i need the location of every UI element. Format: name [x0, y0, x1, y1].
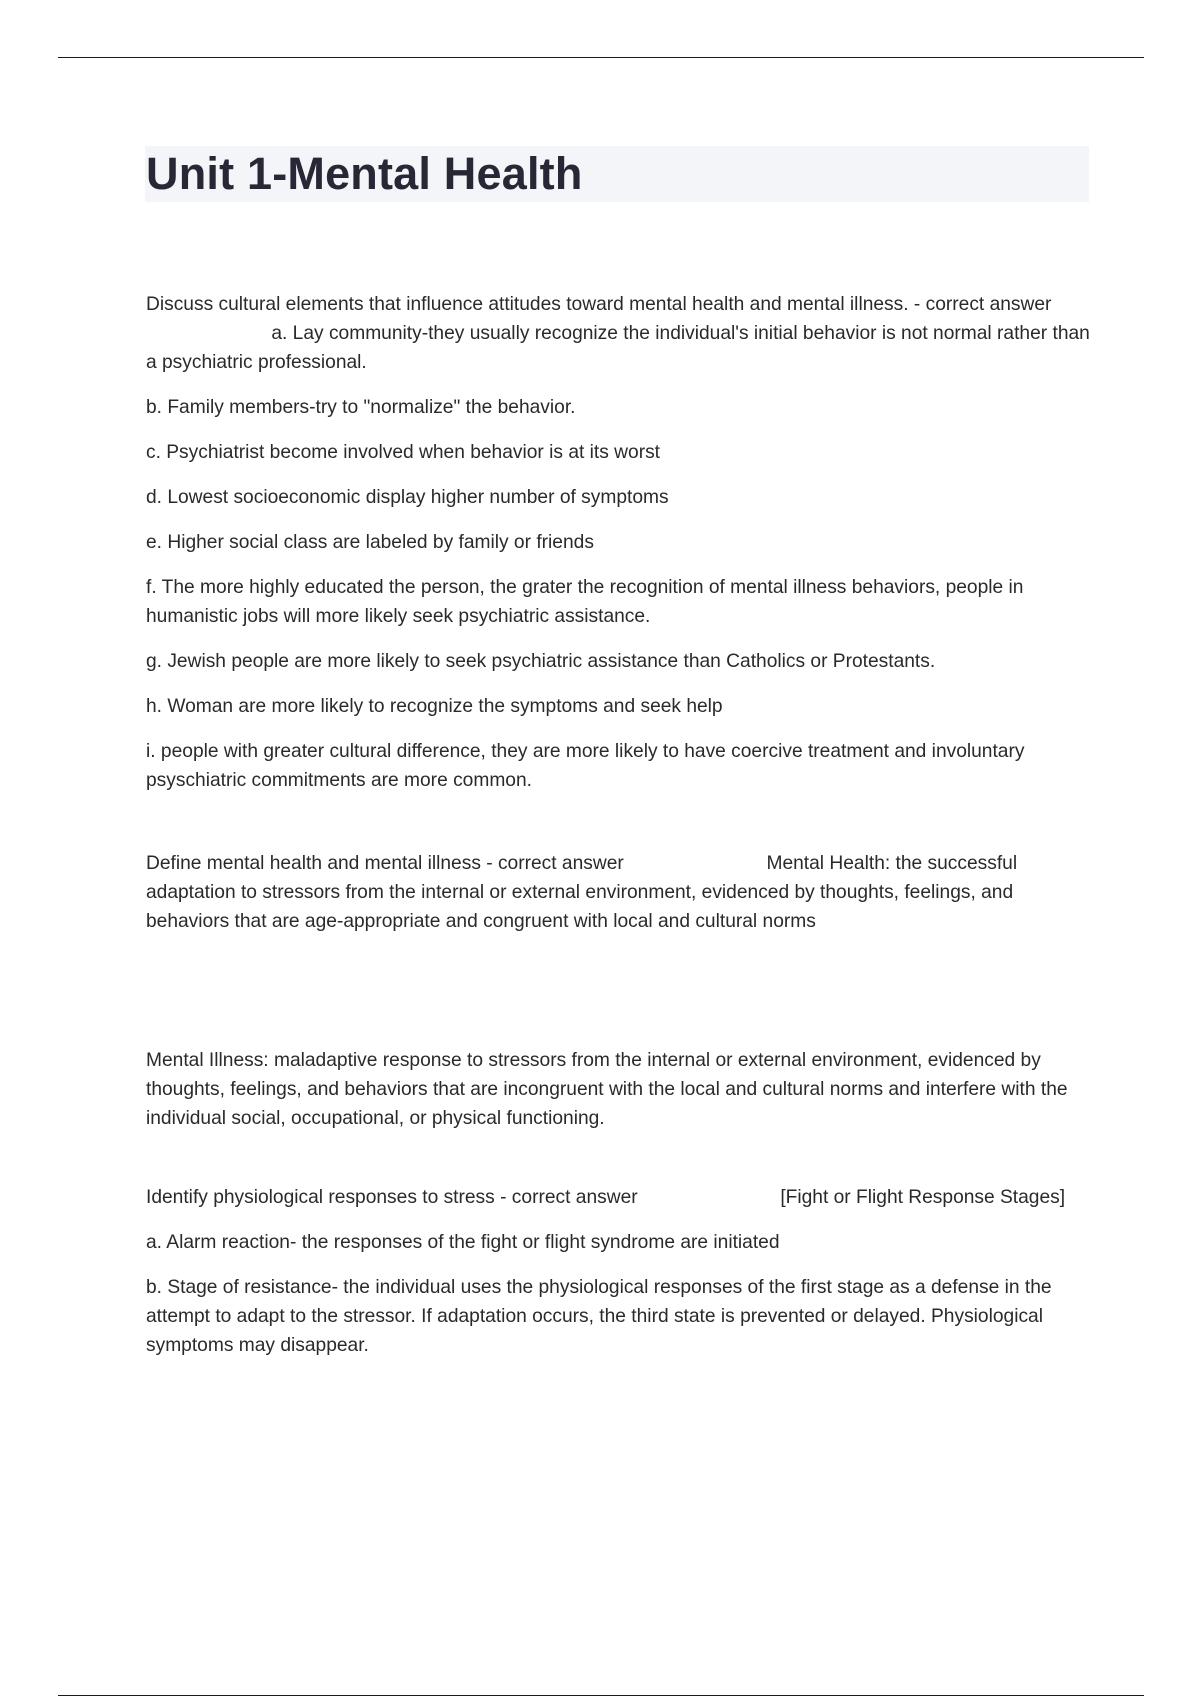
document-title: Unit 1-Mental Health: [146, 148, 583, 199]
question-define-mental-health: [146, 849, 1096, 936]
answer-paragraph: Mental Illness: maladaptive response to stressors from the internal or external environment, evidenced by thoughts, feelings, and behaviors that are incongruent with the local and cultural norms and interfere with the individual social, occupational, or physical functioning.: [146, 1050, 1068, 1129]
list-item: b. Family members-try to "normalize" the behavior.: [146, 397, 576, 418]
question-text: Discuss cultural elements that influence attitudes toward mental health and mental illness. - correct answer: [146, 294, 1052, 315]
list-item: h. Woman are more likely to recognize the symptoms and seek help: [146, 696, 723, 717]
list-item: i. people with greater cultural difference, they are more likely to have coercive treatment and involuntary psyschiatric commitments are more common.: [146, 741, 1025, 791]
list-item: g. Jewish people are more likely to seek psychiatric assistance than Catholics or Protestants.: [146, 651, 936, 672]
question-text: Define mental health and mental illness - correct answer: [146, 853, 624, 874]
list-item: e. Higher social class are labeled by family or friends: [146, 532, 594, 553]
list-item: b. Stage of resistance- the individual uses the physiological responses of the first stage as a defense in the attempt to adapt to the stressor. If adaptation occurs, the third state is prevented or delayed. Physiological symptoms may disappear.: [146, 1277, 1052, 1356]
list-item: d. Lowest socioeconomic display higher number of symptoms: [146, 487, 669, 508]
header-rule: [58, 57, 1144, 58]
list-item: a. Alarm reaction- the responses of the fight or flight syndrome are initiated: [146, 1232, 780, 1253]
list-item: f. The more highly educated the person, the grater the recognition of mental illness behaviors, people in humanistic jobs will more likely seek psychiatric assistance.: [146, 577, 1024, 627]
document-body: [146, 290, 1096, 1376]
question-cultural-elements: [146, 290, 1096, 377]
answer-text: a. Lay community-they usually recognize the individual's initial behavior is not normal rather than a psychiatric professional.: [146, 323, 1090, 373]
question-text: Identify physiological responses to stress - correct answer: [146, 1187, 638, 1208]
answer-text: Mental Health: the successful adaptation to stressors from the internal or external environment, evidenced by thoughts, feelings, and behaviors that are age-appropriate and congruent with local and cultural norms: [146, 853, 1018, 932]
question-physiological-responses: [146, 1183, 1096, 1212]
list-item: c. Psychiatrist become involved when behavior is at its worst: [146, 442, 661, 463]
footer-rule: [58, 1695, 1144, 1696]
answer-text: [Fight or Flight Response Stages]: [780, 1187, 1066, 1208]
